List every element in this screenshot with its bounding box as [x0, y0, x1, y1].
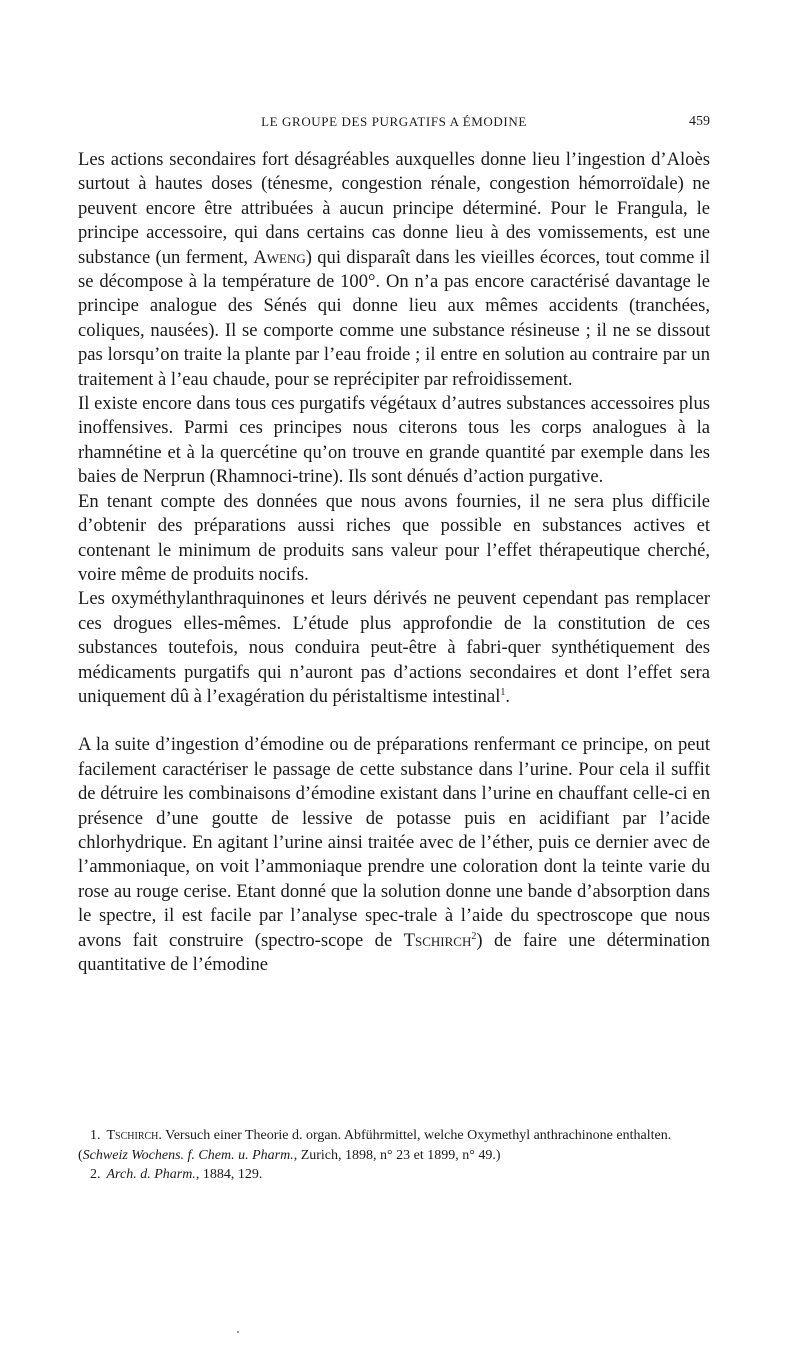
footnote-2-text-b: , 1884, 129.	[195, 1167, 263, 1182]
paragraph-5	[78, 733, 710, 977]
footnotes	[78, 1126, 710, 1185]
paragraph-4-end: .	[505, 685, 511, 707]
page-number: 459	[689, 114, 710, 129]
paragraph-1-part-b: ) qui disparaît dans les vieilles écorces, tout comme il se décompose à la température de 100°. On n’a pas encore caractérisé davantage le principe analogue des Sénés qui donne lieu aux mêmes accidents (tranchées, coliques, nausées). Il se comporte comme une substance résineuse ; il ne se dissout pas lorsqu’on traite la plante par l’eau froide ; il entre en solution au contraire par un traitement à l’eau chaude, pour se reprécipiter par refroidissement.	[78, 246, 711, 390]
footnote-1-author: Tschirch	[106, 1128, 159, 1143]
footnote-2-journal: Arch. d. Pharm.	[106, 1167, 196, 1182]
author-aweng: Aweng	[253, 246, 306, 268]
paragraph-1	[78, 148, 710, 392]
footnote-1	[78, 1126, 710, 1165]
paragraph-5-part-a: A la suite d’ingestion d’émodine ou de préparations renfermant ce principe, on peut facilement caractériser le passage de cette substance dans l’urine. Pour cela il suffit de détruire les combinaisons d’émodine existant dans l’urine en chauffant celle-ci en présence d’une goutte de lessive de potasse puis en acidifiant par l’acide chlorhydrique. En agitant l’urine ainsi traitée avec de l’éther, puis ce dernier avec de l’ammoniaque, on voit l’ammoniaque prendre une coloration dont la teinte varie du rose au rouge cerise. Etant donné que la solution donne une bande d’absorption dans le spectre, il est facile par l’analyse spec-trale à l’aide du spectroscope que nous avons fait construire (spectro-scope de	[78, 734, 710, 951]
paragraph-4-text: Les oxyméthylanthraquinones et leurs dérivés ne peuvent cependant pas remplacer ces drogues elles-mêmes. L’étude plus approfondie de la constitution de ces substances toutefois, nous conduira peut-être à fabri-quer synthétiquement des médicaments purgatifs qui n’auront pas d’actions secondaires et dont l’effet sera uniquement dû à l’exagération du péristaltisme intestinal	[78, 588, 710, 707]
footnote-2-number: 2.	[90, 1167, 101, 1182]
main-text	[78, 148, 710, 977]
footnote-1-text-b: , Zurich, 1898, n° 23 et 1899, n° 49.)	[293, 1147, 501, 1163]
page-header	[78, 114, 710, 134]
footnote-ref-2: 2	[471, 930, 477, 942]
paragraph-5-part-b: ) de faire une détermination quantitative de l’émodine	[78, 929, 710, 975]
paragraph-3: En tenant compte des données que nous avons fournies, il ne sera plus difficile d’obtenir des préparations aussi riches que possible en substances actives et contenant le minimum de produits sans valeur pour l’effet thérapeutique cherché, voire même de produits nocifs.	[78, 490, 710, 585]
paragraph-4	[78, 587, 710, 709]
footnote-1-text-a: . Versuch einer Theorie d. organ. Abführmittel, welche Oxymethyl anthrachinone enthalten. (	[78, 1128, 672, 1163]
author-tschirch: Tschirch	[403, 929, 472, 951]
footnote-ref-1: 1	[500, 686, 506, 698]
footnote-1-number: 1.	[90, 1128, 101, 1143]
running-title: LE GROUPE DES PURGATIFS A ÉMODINE	[261, 114, 527, 129]
footnote-1-journal: Schweiz Wochens. f. Chem. u. Pharm.	[82, 1147, 294, 1163]
footnote-2	[78, 1165, 710, 1185]
paragraph-2: Il existe encore dans tous ces purgatifs végétaux d’autres substances accessoires plus inoffensives. Parmi ces principes nous citerons tous les corps analogues à la rhamnétine et à la quercétine qu’on trouve en grande quantité par exemple dans les baies de Nerprun (Rhamnoci-trine). Ils sont dénués d’action purgative.	[78, 393, 710, 488]
paragraph-1-part-a: Les actions secondaires fort désagréables auxquelles donne lieu l’ingestion d’Aloès surtout à hautes doses (ténesme, congestion rénale, congestion hémorroïdale) ne peuvent encore être attribuées à aucun principe déterminé. Pour le Frangula, le principe accessoire, qui dans certains cas donne lieu à des vomissements, est une substance (un ferment,	[78, 149, 710, 268]
paper-speck	[237, 1331, 239, 1333]
